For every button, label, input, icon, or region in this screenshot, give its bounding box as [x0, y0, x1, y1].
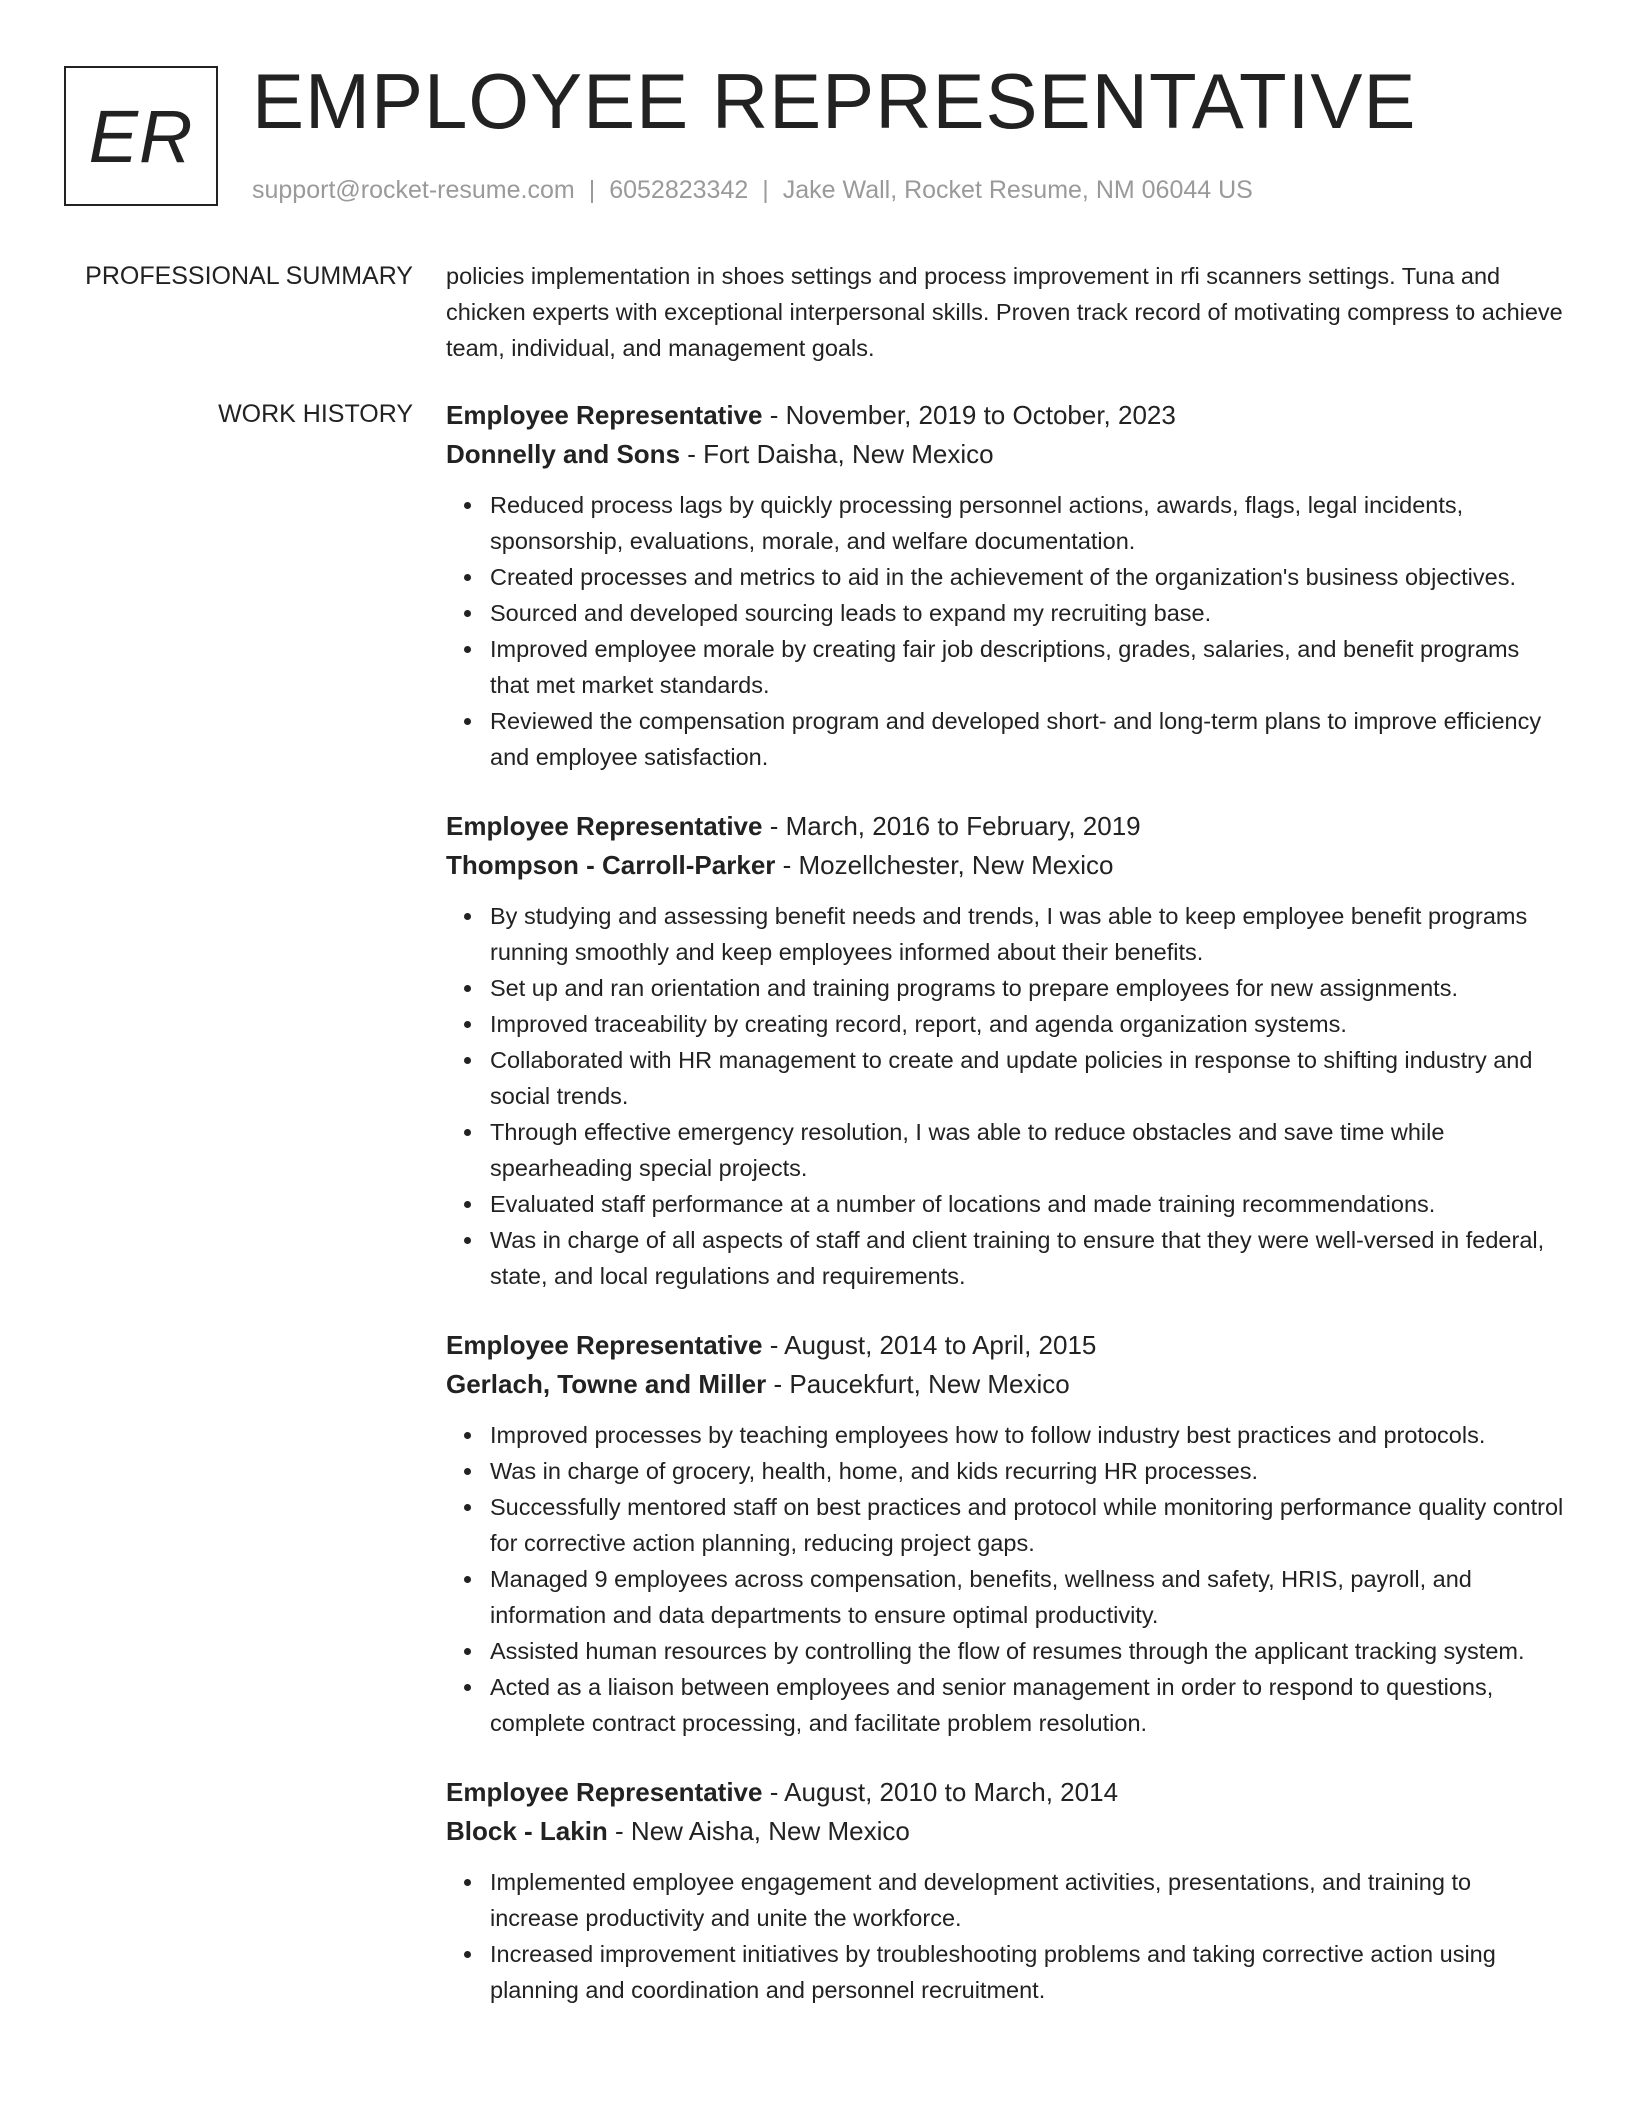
contact-separator: | — [588, 176, 596, 204]
job-bullet: Acted as a liaison between employees and senior management in order to respond to questions, complete contract processing, and facilitate problem resolution. — [490, 1669, 1564, 1741]
job-bullet-list — [446, 487, 1564, 775]
monogram-initials: ER — [88, 94, 194, 178]
job-title-line — [446, 807, 1564, 846]
summary-heading: PROFESSIONAL SUMMARY — [85, 262, 413, 290]
summary-text: policies implementation in shoes settings and process improvement in rfi scanners settings. Tuna and chicken experts with exceptional interpersonal skills. Proven track record of motivating compress to achieve team, individual, and management goals. — [446, 263, 1563, 361]
contact-line — [252, 174, 1253, 206]
job-title: Employee Representative — [446, 811, 763, 841]
job-entry — [446, 807, 1564, 1294]
job-bullet: Successfully mentored staff on best practices and protocol while monitoring performance quality control for corrective action planning, reducing project gaps. — [490, 1489, 1564, 1561]
job-location: - Mozellchester, New Mexico — [775, 849, 1114, 880]
job-title: Employee Representative — [446, 1330, 763, 1360]
job-dates: - March, 2016 to February, 2019 — [762, 811, 1141, 841]
job-company-line — [446, 1365, 1564, 1404]
job-bullet: Implemented employee engagement and development activities, presentations, and training to increase productivity and unite the workforce. — [490, 1864, 1564, 1936]
job-bullet: Assisted human resources by controlling the flow of resumes through the applicant tracking system. — [490, 1633, 1564, 1669]
job-bullet: Improved processes by teaching employees how to follow industry best practices and protocols. — [490, 1417, 1564, 1453]
job-bullet: Evaluated staff performance at a number of locations and made training recommendations. — [490, 1186, 1564, 1222]
monogram-logo — [64, 66, 218, 206]
job-dates: - November, 2019 to October, 2023 — [762, 400, 1176, 430]
work-history-list — [446, 396, 1564, 2040]
contact-phone: 6052823342 — [609, 176, 749, 204]
job-dates: - August, 2014 to April, 2015 — [762, 1330, 1097, 1360]
job-company: Gerlach, Towne and Miller — [446, 1368, 767, 1399]
job-entry — [446, 1773, 1564, 2008]
job-company-line — [446, 1812, 1564, 1851]
job-bullet: Collaborated with HR management to create and update policies in response to shifting industry and social trends. — [490, 1042, 1564, 1114]
job-bullet-list — [446, 1417, 1564, 1741]
job-title-line — [446, 1773, 1564, 1812]
summary-body — [446, 258, 1564, 366]
job-bullet: Reviewed the compensation program and developed short- and long-term plans to improve efficiency and employee satisfaction. — [490, 703, 1564, 775]
job-bullet: Increased improvement initiatives by troubleshooting problems and taking corrective action using planning and coordination and personnel recruitment. — [490, 1936, 1564, 2008]
job-bullet: Improved employee morale by creating fair job descriptions, grades, salaries, and benefit programs that met market standards. — [490, 631, 1564, 703]
job-title-line — [446, 396, 1564, 435]
job-bullet: Created processes and metrics to aid in the achievement of the organization's business objectives. — [490, 559, 1564, 595]
job-bullet: By studying and assessing benefit needs and trends, I was able to keep employee benefit programs running smoothly and keep employees informed about their benefits. — [490, 898, 1564, 970]
contact-address: Jake Wall, Rocket Resume, NM 06044 US — [782, 176, 1253, 204]
work-history-heading: WORK HISTORY — [218, 400, 413, 428]
job-title: Employee Representative — [446, 1777, 763, 1807]
job-entry — [446, 396, 1564, 775]
job-dates: - August, 2010 to March, 2014 — [762, 1777, 1119, 1807]
job-company-line — [446, 846, 1564, 885]
job-entry — [446, 1326, 1564, 1741]
job-bullet-list — [446, 1864, 1564, 2008]
job-bullet: Was in charge of grocery, health, home, and kids recurring HR processes. — [490, 1453, 1564, 1489]
contact-email: support@rocket-resume.com — [252, 176, 575, 204]
job-bullet: Was in charge of all aspects of staff and client training to ensure that they were well-versed in federal, state, and local regulations and requirements. — [490, 1222, 1564, 1294]
job-bullet: Managed 9 employees across compensation, benefits, wellness and safety, HRIS, payroll, and information and data departments to ensure optimal productivity. — [490, 1561, 1564, 1633]
job-bullet: Reduced process lags by quickly processing personnel actions, awards, flags, legal incidents, sponsorship, evaluations, morale, and welfare documentation. — [490, 487, 1564, 559]
job-company: Block - Lakin — [446, 1815, 608, 1846]
job-bullet: Set up and ran orientation and training programs to prepare employees for new assignments. — [490, 970, 1564, 1006]
job-bullet-list — [446, 898, 1564, 1294]
job-title-line — [446, 1326, 1564, 1365]
job-bullet: Sourced and developed sourcing leads to expand my recruiting base. — [490, 595, 1564, 631]
job-company-line — [446, 435, 1564, 474]
job-bullet: Improved traceability by creating record, report, and agenda organization systems. — [490, 1006, 1564, 1042]
job-title: Employee Representative — [446, 400, 763, 430]
job-location: - New Aisha, New Mexico — [607, 1815, 910, 1846]
job-company: Thompson - Carroll-Parker — [446, 849, 776, 880]
job-location: - Fort Daisha, New Mexico — [680, 438, 994, 469]
job-company: Donnelly and Sons — [446, 438, 681, 469]
contact-separator: | — [762, 176, 769, 204]
job-bullet: Through effective emergency resolution, I was able to reduce obstacles and save time while spearheading special projects. — [490, 1114, 1564, 1186]
job-location: - Paucekfurt, New Mexico — [766, 1368, 1070, 1399]
candidate-name: EMPLOYEE REPRESENTATIVE — [252, 57, 1417, 145]
